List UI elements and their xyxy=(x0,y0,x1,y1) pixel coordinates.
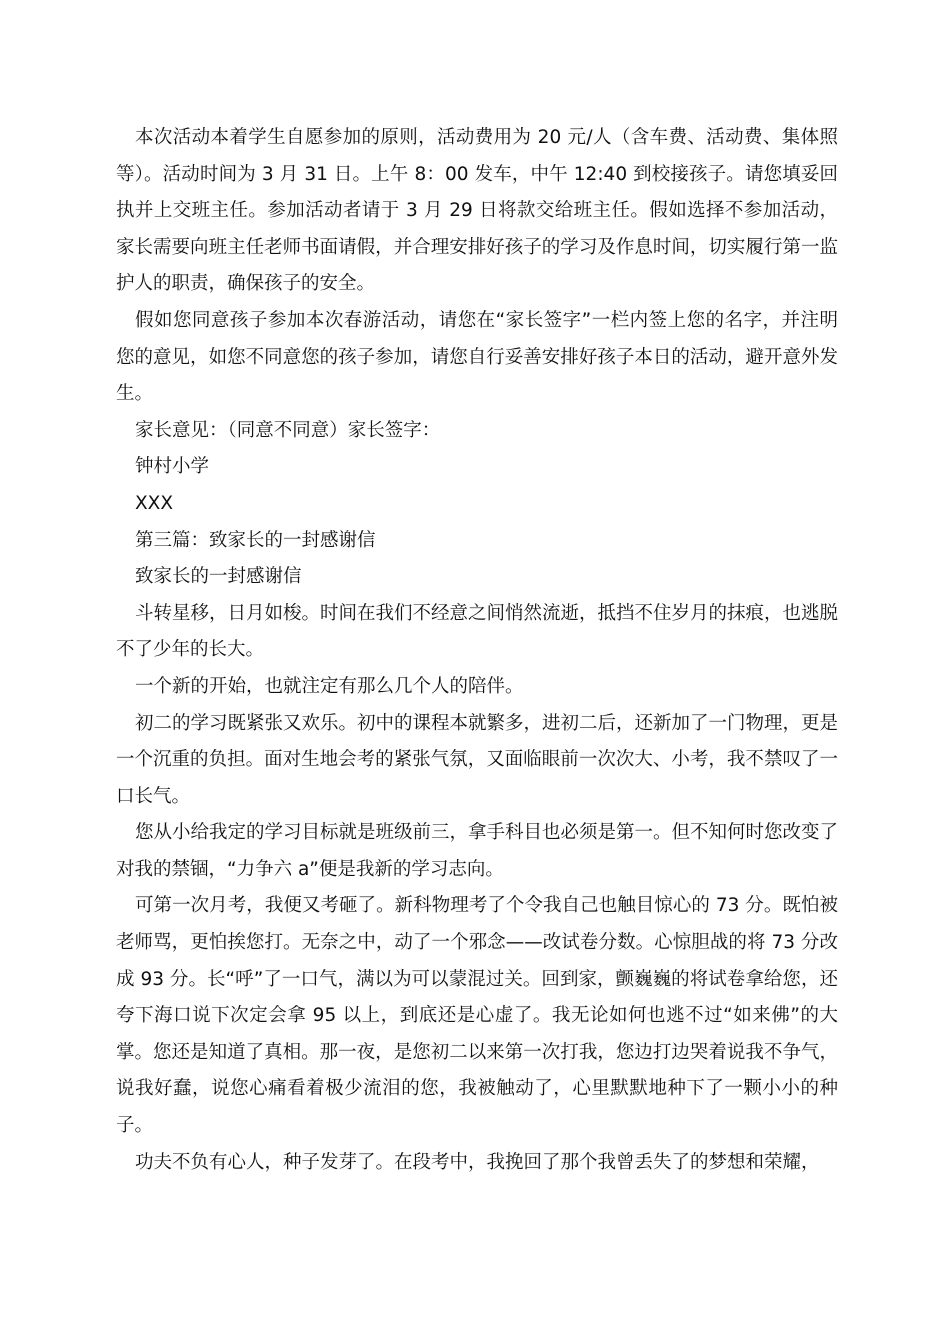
letter-title: 致家长的一封感谢信 xyxy=(135,566,302,588)
paragraph-monthly-exam: 可第一次月考，我便又考砸了。新科物理考了个令我自己也触目惊心的 73 分。既怕被老师骂，更怕挨您打。无奈之中，动了一个邪念——改试卷分数。心惊胆战的将 73 分改成 93 分。长“呼”了一口气，满以为可以蒙混过关。回到家，颤巍巍的将试卷拿给您，还夸下海口说下次定会拿 95 以上，到底还是心虚了。我无论如何也逃不过“如来佛”的大掌。您还是知道了真相。那一夜，是您初二以来第一次打我，您边打边哭着说我不争气，说我好蠢，说您心痛看着极少流泪的您，我被触动了，心里默默地种下了一颗小小的种子。 xyxy=(116,895,838,1137)
paragraph-time-passing: 斗转星移，日月如梭。时间在我们不经意之间悄然流逝，抵挡不住岁月的抹痕，也逃脱不了少年的长大。 xyxy=(116,602,839,661)
parent-opinion-line: 家长意见：（同意不同意）家长签字： xyxy=(135,419,441,441)
paragraph-consent-request: 假如您同意孩子参加本次春游活动，请您在“家长签字”一栏内签上您的名字，并注明您的意见，如您不同意您的孩子参加，请您自行妥善安排好孩子本日的活动，避开意外发生。 xyxy=(116,309,838,405)
signature-placeholder: XXX xyxy=(135,492,174,514)
paragraph-seed-sprouted: 功夫不负有心人，种子发芽了。在段考中，我挽回了那个我曾丢失了的梦想和荣耀， xyxy=(135,1151,820,1173)
paragraph-study-goal: 您从小给我定的学习目标就是班级前三，拿手科目也必须是第一。但不知何时您改变了对我的禁锢，“力争六 a”便是我新的学习志向。 xyxy=(116,822,839,880)
paragraph-new-start: 一个新的开始，也就注定有那么几个人的陪伴。 xyxy=(135,675,524,697)
section-heading: 第三篇：致家长的一封感谢信 xyxy=(135,529,376,551)
school-name: 钟村小学 xyxy=(135,456,210,478)
paragraph-activity-details: 本次活动本着学生自愿参加的原则，活动费用为 20 元/人（含车费、活动费、集体照等）。活动时间为 3 月 31 日。上午 8：00 发车，中午 12:40 到校接孩子。请您填妥回执并上交班主任。参加活动者请于 3 月 29 日将款交给班主任。假如选择不参加活动，家长需要向班主任老师书面请假，并合理安排好孩子的学习及作息时间，切实履行第一监护人的职责，确保孩子的安全。 xyxy=(116,127,838,295)
paragraph-grade-two: 初二的学习既紧张又欢乐。初中的课程本就繁多，进初二后，还新加了一门物理，更是一个沉重的负担。面对生地会考的紧张气氛，又面临眼前一次次大、小考，我不禁叹了一口长气。 xyxy=(116,712,839,807)
document-page xyxy=(116,120,838,1181)
